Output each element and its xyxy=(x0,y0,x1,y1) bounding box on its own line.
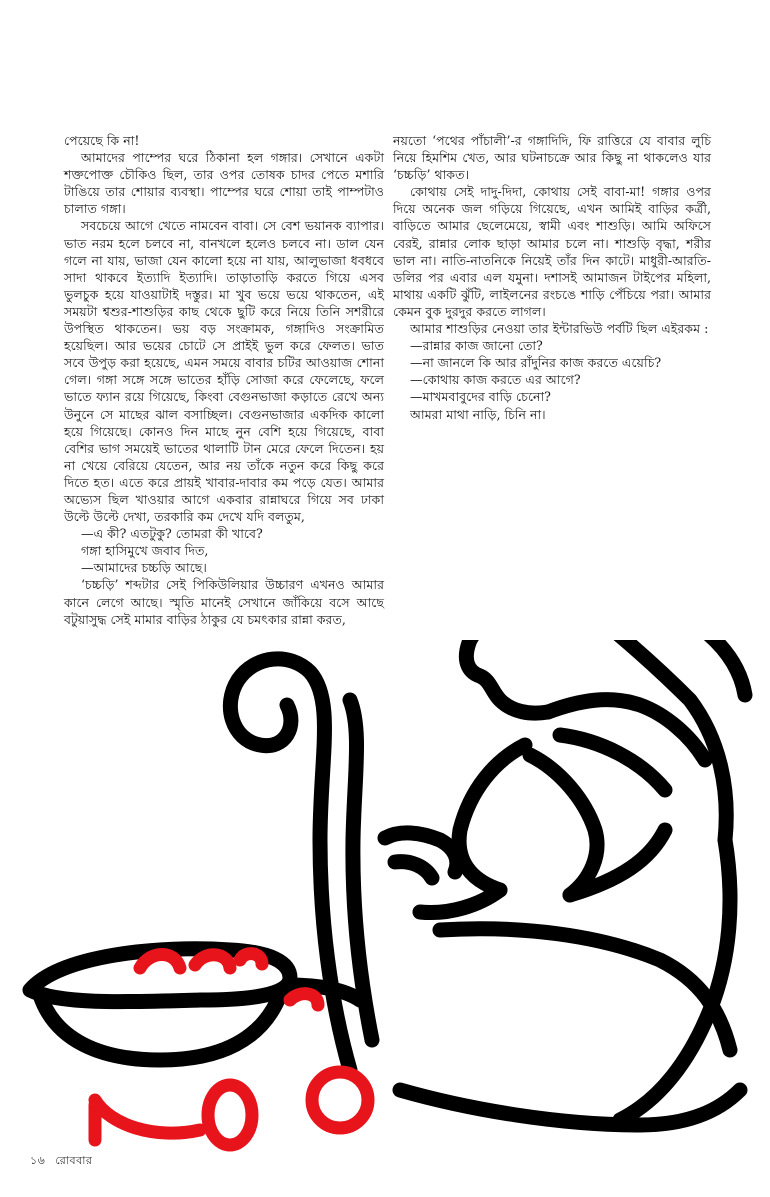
curled-handle xyxy=(230,659,350,1070)
dialogue-line: —রান্নার কাজ জানো তো? xyxy=(410,338,543,354)
red-ring-2 xyxy=(312,1072,368,1128)
paragraph: কোথায় সেই দাদু-দিদা, কোথায় সেই বাবা-মা! গঙ্গার ওপর দিয়ে অনেক জল গড়িয়ে গিয়েছে, এখন আমিই বাড়ির কর্ত্রী, বাড়িতে আমার ছেলেমেয়ে, স্বামী এবং শাশুড়ি। আমি অফিসে বেরই, রান্নার লোক ছাড়া আমার চলে না। শাশুড়ি বৃদ্ধা, শরীর ভাল না। নাতি-নাতনিকে নিয়েই তাঁর দিন কাটে। মাধুরী-আরতি-ডলির পর এবার এল যমুনা। দশাসই আমাজন টাইপের মহিলা, মাথায় একটি ঝুঁটি, লাইলনের রংচঙে শাড়ি পেঁচিয়ে পরা। আমার কেমন বুক দুরদুর করতে লাগল। xyxy=(393,184,711,319)
dialogue-line: আমরা মাথা নাড়ি, চিনি না। xyxy=(410,406,546,422)
paragraph: আমার শাশুড়ির নেওয়া তার ইন্টারভিউ পর্বটি ছিল এইরকম : xyxy=(410,321,709,337)
red-mark-right xyxy=(290,994,318,1005)
page-number: ১৬ xyxy=(30,1154,46,1167)
right-text-column xyxy=(393,132,711,423)
red-stroke-1 xyxy=(95,1100,200,1133)
back-line xyxy=(620,840,730,1120)
dialogue-line: —মাখমবাবুদের বাড়ি চেনো? xyxy=(410,389,551,405)
seat-line xyxy=(400,1090,740,1125)
red-flame-2 xyxy=(195,955,230,968)
paragraph: ‘চচ্চড়ি’ শব্দটার সেই পিকিউলিয়ার উচ্চারণ এখনও আমার কানে লেগে আছে। স্মৃতি মানেই সেখানে জাঁকিয়ে বসে আছে বটুয়াসুদ্ধ সেই মামার বাড়ির ঠাকুর যে চমৎকার রান্না করত, xyxy=(64,577,384,627)
knee-curve xyxy=(530,755,597,895)
paragraph: পেয়েছে কি না! xyxy=(64,133,140,148)
magazine-name: রোববার xyxy=(55,1154,93,1167)
dialogue-line: —এ কী? এতটুকু? তোমরা কী খাবে? xyxy=(81,526,263,542)
dialogue-line: —কোথায় কাজ করতে এর আগে? xyxy=(410,372,581,388)
face-profile xyxy=(466,640,548,713)
arm-line xyxy=(420,890,500,913)
forearm-line xyxy=(570,830,665,895)
paragraph: নয়তো ‘পথের পাঁচালী’-র গঙ্গাদিদি, ফি রাত্তিরে যে বাবার লুচি নিয়ে হিমশিম খেত, আর ঘটনাচক্রে আর কিছু না থাকলেও যার ‘চচ্চড়ি’ থাকত। xyxy=(393,133,711,183)
red-flame-3 xyxy=(240,954,262,964)
red-flame-1 xyxy=(140,955,180,969)
saree-fold xyxy=(560,735,665,790)
hand-fingers xyxy=(395,862,432,878)
paragraph: আমাদের পাম্পের ঘরে ঠিকানা হল গঙ্গার। সেখানে একটা শক্তপোক্ত চৌকিও ছিল, তার ওপর তোষক চাদর পেতে মশারি টাঙিয়ে তার শোয়ার ব্যবস্থা। পাম্পের ঘরে শোয়া তাই পাম্পটাও চালাত গঙ্গা। xyxy=(64,150,384,217)
knee-line xyxy=(459,745,525,890)
paragraph: সবচেয়ে আগে খেতে নামবেন বাবা। সে বেশ ভয়ানক ব্যাপার। ভাত নরম হলে চলবে না, বানখলে হলেও চলবে না। ডাল যেন গলে না যায়, ভাজা যেন কালো হয়ে না যায়, আলুভাজা ধবধবে সাদা থাকবে ইত্যাদি ইত্যাদি। তাড়াতাড়ি করতে গিয়ে এসব ভুলচুক হয়ে যাওয়াটাই দস্তুর। মা খুব ভয়ে ভয়ে থাকতেন, এই সময়টা শ্বশুর-শাশুড়ির কাছ থেকে ছুটি করে নিয়ে তিনি সশরীরে উপস্থিত থাকতেন। ভয় বড় সংক্রামক, গঙ্গাদিও সংক্রামিত হয়েছিল। আর ভয়ের চোটে সে প্রাইই ভুল করে ফেলত। ভাত সবে উপুড় করা হয়েছে, এমন সময়ে বাবার চটির আওয়াজ শোনা গেল। গঙ্গা সঙ্গে সঙ্গে ভাতের হাঁড়ি সোজা করে ফেলেছে, ফলে ভাতে ফ্যান রয়ে গিয়েছে, কিংবা বেগুনভাজা কড়াতে রেখে অন্য উনুনে সে মাছের ঝাল বসাচ্ছিল। বেগুনভাজার একদিক কালো হয়ে গিয়েছে। কোনও দিন মাছে নুন বেশি হয়ে গিয়েছে, বাবা বেশির ভাগ সময়েই ভাতের থালাটি টান মেরে ফেলে দিতেন। হয় না খেয়ে বেরিয়ে যেতেন, আর নয় তাঁকে নতুন করে কিছু করে দিতে হত। এতে করে প্রায়ই খাবার-দাবার কম পড়ে যেত। আমার অভ্যেস ছিল খাওয়ার আগে একবার রান্নাঘরে গিয়ে সব ঢাকা উল্টে উল্টে দেখা, তরকারি কম দেখে যদি বলতুম, xyxy=(64,218,384,525)
cooking-woman-illustration xyxy=(0,640,770,1197)
dialogue-line: —আমাদের চচ্চড়ি আছে। xyxy=(81,560,207,576)
red-ring-1 xyxy=(208,1085,252,1145)
dialogue-line: —না জানলে কি আর রাঁদুনির কাজ করতে এয়েচি? xyxy=(410,355,662,371)
lap-line xyxy=(440,929,730,1050)
left-text-column xyxy=(64,132,384,628)
head-outline xyxy=(392,640,745,695)
dialogue-line: গঙ্গা হাসিমুখে জবাব দিত, xyxy=(81,543,209,559)
page-footer xyxy=(30,1152,99,1171)
